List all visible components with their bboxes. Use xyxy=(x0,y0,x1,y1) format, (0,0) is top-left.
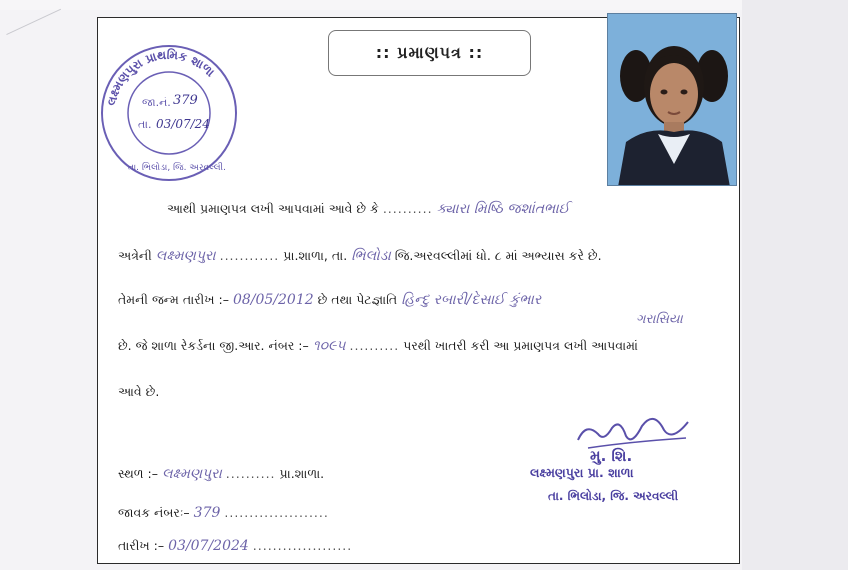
scan-top-edge xyxy=(0,0,848,10)
place-value: લક્ષ્મણપુરા xyxy=(161,466,222,482)
gr-number: ૧૦૯૫ xyxy=(312,338,346,354)
certificate-line-5 xyxy=(118,384,159,400)
date-label: તારીખ :– xyxy=(118,538,165,553)
stamp-bottom-text: તા. ભિલોડા, જિ. અરવલ્લી. xyxy=(128,163,226,173)
scan-fold-mark xyxy=(6,9,73,62)
certificate-line-3 xyxy=(118,292,541,308)
line4-suffix: પરથી ખાતરી કરી આ પ્રમાણપત્ર લખી આપવામાં xyxy=(403,338,638,353)
signature-icon xyxy=(568,412,698,460)
school-name: લક્ષ્મણપુરા xyxy=(155,248,216,264)
caste-note: ગરાસિયા xyxy=(636,312,683,327)
certificate-title: :: પ્રમાણપત્ર :: xyxy=(328,30,531,76)
line3-prefix: તેમની જન્મ તારીખ :– xyxy=(118,292,229,307)
school-stamp-icon xyxy=(98,42,240,184)
scan-right-margin xyxy=(742,0,848,570)
jaavak-label: જાવક નંબરઃ– xyxy=(118,505,190,520)
date-field xyxy=(118,538,352,554)
stamp-jaavak-no: 379 xyxy=(173,93,198,108)
signature-stamp-line-2: તા. ભિલોડા, જિ. અરવલ્લી xyxy=(548,489,679,503)
student-photo xyxy=(607,13,737,186)
certificate-line-2 xyxy=(118,248,602,264)
place-suffix: પ્રા.શાળા. xyxy=(279,466,325,481)
student-portrait-icon xyxy=(608,14,737,186)
signature-stamp-line-1: લક્ષ્મણપુરા પ્રા. શાળા xyxy=(530,465,634,480)
date-value: 03/07/2024 xyxy=(168,538,249,554)
place-dots: .......... xyxy=(225,466,276,481)
stamp-date-label: તા. xyxy=(138,118,152,131)
line1-dots: .......... xyxy=(382,201,433,216)
caste: હિન્દુ રબારી/દેસાઈ કુંભાર xyxy=(401,292,542,308)
line2-dots: ............ xyxy=(219,248,280,263)
stamp-jaavak-label: જા.નં. xyxy=(142,96,171,109)
signature-title: મુ. શિ. xyxy=(590,447,633,465)
date-dots: .................... xyxy=(252,538,353,553)
line4-dots: .......... xyxy=(349,338,400,353)
line4-prefix: છે. જે શાળા રેકર્ડના જી.આર. નંબર :– xyxy=(118,338,309,353)
jaavak-field xyxy=(118,505,329,521)
certificate-line-1 xyxy=(167,201,569,217)
student-name: ક્યારા મિષ્ઠિ જશાંતભાઈ xyxy=(436,201,570,217)
line2-mid: પ્રા.શાળા, તા. xyxy=(283,248,348,263)
place-field xyxy=(118,466,324,482)
line5-text: આવે છે. xyxy=(118,384,160,399)
jaavak-dots: ..................... xyxy=(224,505,329,520)
taluka-name: ભિલોડા xyxy=(351,248,391,264)
line2-prefix: અત્રેની xyxy=(118,248,152,263)
line3-mid: છે તથા પેટજ્ઞાતિ xyxy=(317,292,398,307)
svg-text:લક્ષ્મણપુરા પ્રાથમિક શાળા: લક્ષ્મણપુરા પ્રાથમિક શાળા xyxy=(104,47,218,107)
place-label: સ્થળ :– xyxy=(118,466,158,481)
stamp-date: 03/07/24 xyxy=(156,117,210,131)
birth-date: 08/05/2012 xyxy=(232,292,314,308)
certificate-line-4 xyxy=(118,338,638,354)
line1-text: આથી પ્રમાણપત્ર લખી આપવામાં આવે છે કે xyxy=(167,201,379,216)
line2-suffix: જિ.અરવલ્લીમાં ધો. ૮ માં અભ્યાસ કરે છે. xyxy=(394,248,602,263)
jaavak-value: 379 xyxy=(193,505,221,521)
